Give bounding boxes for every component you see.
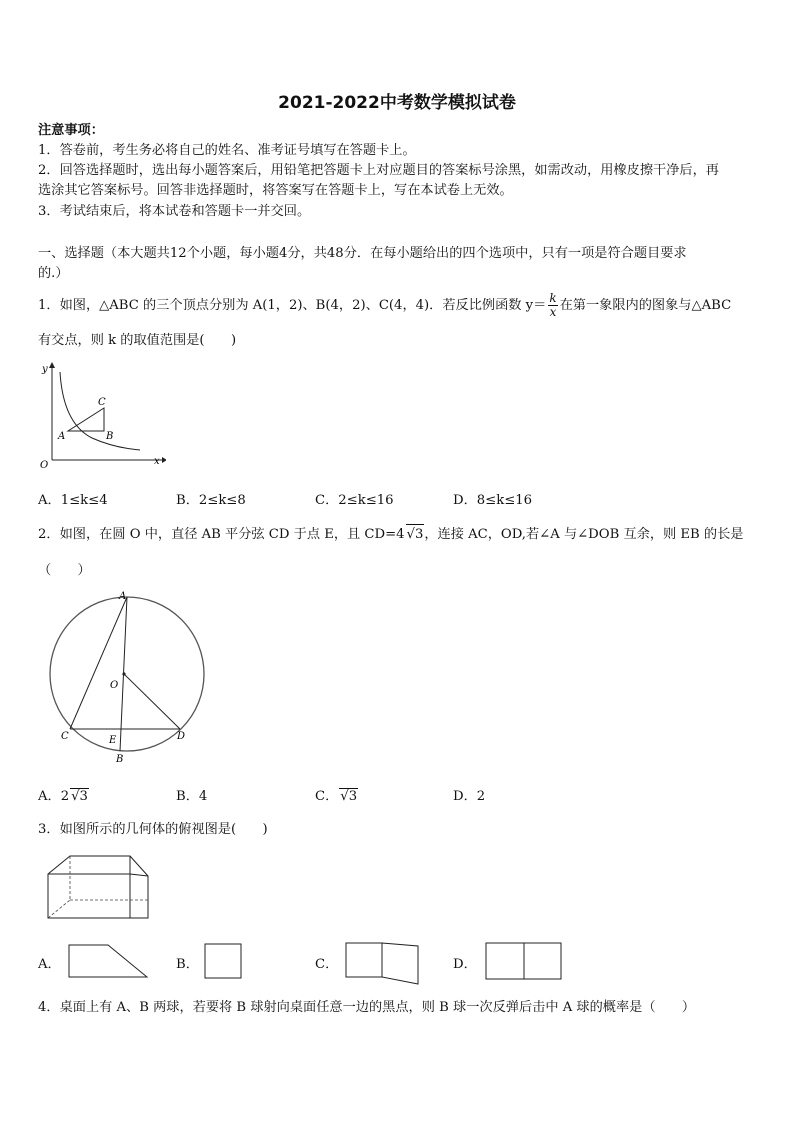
q3-option-a-trapezoid [69,945,147,977]
q2-option-a-pre: A．2 [38,789,70,804]
q2-center-dot [122,672,125,675]
q2-text-line2: （ ） [38,563,91,578]
q2-label-e: E [109,735,117,746]
q2-sqrt: √3 [406,524,425,545]
q1-label-c: C [98,397,106,408]
section-heading: 一、选择题（本大题共12个小题，每小题4分，共48分．在每小题给出的四个选项中，只有一项是符合题目要求 [38,246,687,261]
q2-option-b[interactable] [176,785,207,804]
q1-label-b: B [106,431,114,442]
q2-segment-od [124,674,180,729]
q2-option-a-sqrt-value: 3 [79,789,88,804]
q1-option-d[interactable]: D．8≤k≤16 [453,493,533,508]
q3-option-d-label[interactable]: D． [453,957,477,972]
q3-option-c-shape[interactable] [344,940,422,986]
q2-label-d: D [177,731,186,742]
q2-chord-ac [70,597,127,729]
q3-option-d-right-square [524,943,561,979]
q3-option-b-label[interactable]: B． [176,957,199,972]
notice-item-2: 2．回答选择题时，选出每小题答案后，用铅笔把答题卡上对应题目的答案标号涂黑，如需改动，用橡皮擦干净后，再 [38,163,719,178]
q2-option-c-sqrt-value: 3 [348,789,358,804]
q1-label-o: O [40,460,49,471]
q3-figure [44,852,152,922]
q1-option-a[interactable]: A．1≤k≤4 [38,493,108,508]
q2-option-d[interactable] [453,785,485,804]
q2-option-a[interactable] [38,785,89,804]
q2-text-b: ，连接 AC，OD,若∠A 与∠DOB 互余，则 EB 的长是 [424,527,744,542]
q2-figure [40,588,224,768]
q2-label-o: O [110,680,119,691]
q1-y-arrow [49,362,55,368]
q4-text: 4．桌面上有 A、B 两球，若要将 B 球射向桌面任意一边的黑点，则 B 球一次反弹后击中 A 球的概率是（ ） [38,1000,696,1015]
q1-triangle [68,408,104,431]
q1-frac-den: x [549,305,557,319]
notice-heading: 注意事项： [38,123,104,138]
q2-label-a: A [119,591,127,602]
q3-hidden-diag [48,900,70,918]
q1-frac-num: k [549,291,557,305]
q3-option-b-shape[interactable] [203,942,243,980]
page-title: 2021-2022中考数学模拟试卷 [278,93,516,113]
q3-option-b-square [205,944,241,978]
q2-option-d-pre: D．2 [453,789,486,804]
q3-outline [48,856,148,918]
q1-label-y: y [42,364,48,375]
q1-label-x: x [154,456,160,467]
q1-text-a: 1．如图，△ABC 的三个顶点分别为 A(1，2)、B(4，2)、C(4，4)．若反比例函数 y＝ [38,298,547,313]
q1-text [38,292,731,319]
q3-option-c-label[interactable]: C． [315,957,339,972]
q1-x-arrow [162,457,166,463]
q2-circle [50,597,204,751]
q3-slant-edge [130,874,148,876]
q3-option-a-label[interactable]: A． [38,957,61,972]
q1-label-a: A [58,431,66,442]
q3-option-c-slanted [382,943,418,984]
q2-text [38,524,743,545]
q1-text-b: 在第一象限内的图象与△ABC [559,298,732,313]
q2-option-c[interactable] [315,785,358,804]
q2-text-a: 2．如图，在圆 O 中，直径 AB 平分弦 CD 于点 E，且 CD=4 [38,527,405,542]
q1-option-b[interactable]: B．2≤k≤8 [176,493,246,508]
q1-fraction [548,292,557,319]
q1-option-c[interactable]: C．2≤k≤16 [315,493,394,508]
q2-option-c-pre: C． [315,789,339,804]
notice-item-1: 1．答卷前，考生务必将自己的姓名、准考证号填写在答题卡上。 [38,143,416,158]
section-heading-cont: 的.） [38,266,69,281]
q3-option-d-left-square [486,943,524,979]
q1-text-line2: 有交点，则 k 的取值范围是( ) [38,333,237,348]
q2-option-c-sqrt: √3 [340,789,358,804]
q3-option-c-square [346,943,382,977]
q2-sqrt-value: 3 [414,527,424,542]
notice-item-3: 3．考试结束后，将本试卷和答题卡一并交回。 [38,204,311,219]
q3-option-a-shape[interactable] [66,942,150,980]
q2-option-a-sqrt: √3 [71,789,88,804]
notice-item-2-cont: 选涂其它答案标号。回答非选择题时，将答案写在答题卡上，写在本试卷上无效。 [38,183,513,198]
q2-label-c: C [61,731,69,742]
q2-label-b: B [116,754,124,765]
q3-text: 3．如图所示的几何体的俯视图是( ) [38,822,268,837]
q3-option-d-shape[interactable] [484,941,564,981]
q1-figure [36,360,166,472]
q2-option-b-pre: B．4 [176,789,208,804]
